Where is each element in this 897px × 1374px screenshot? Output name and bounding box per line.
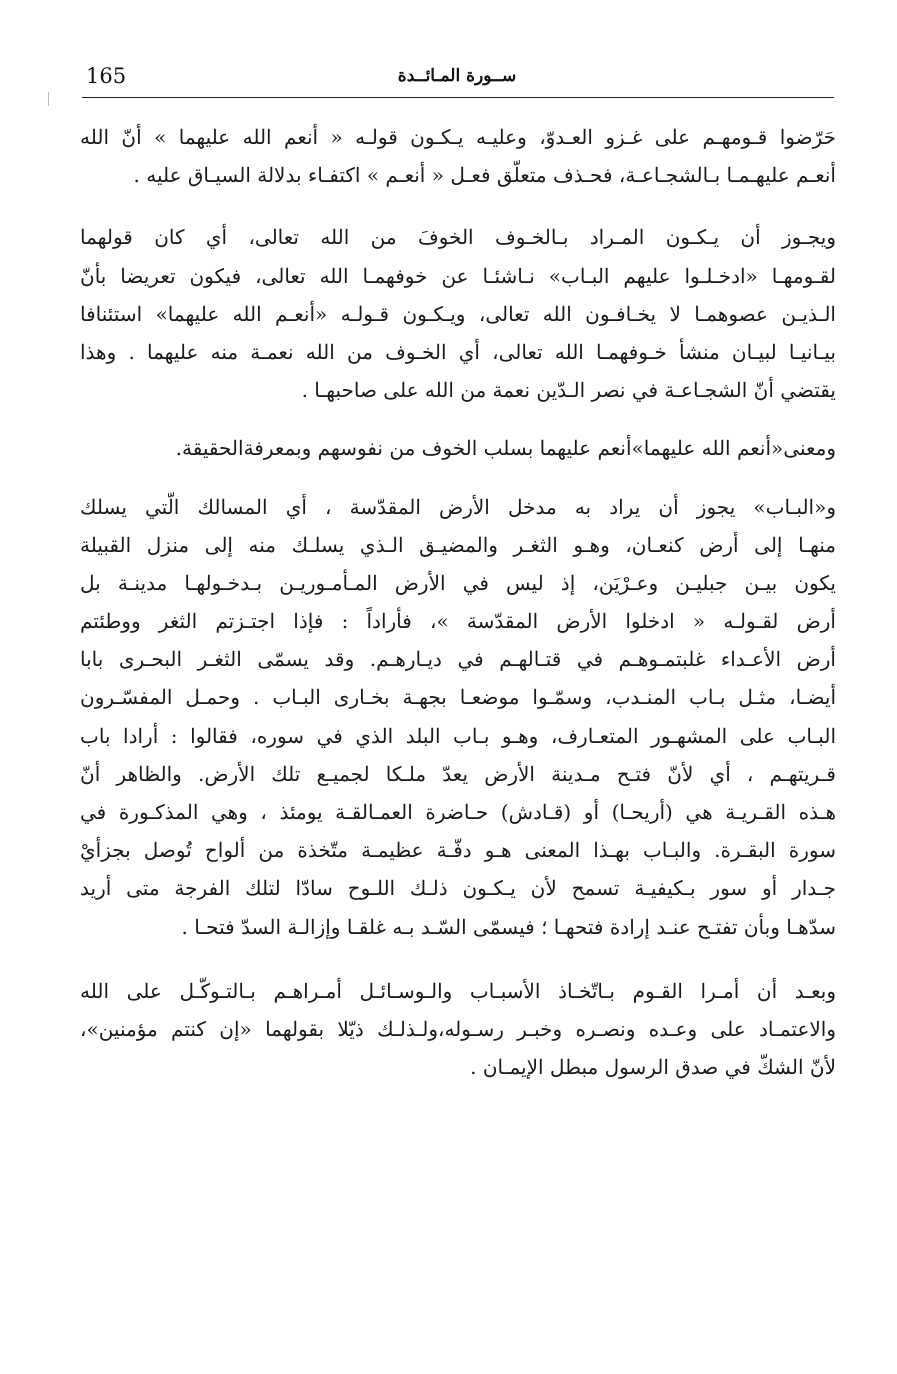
paragraph-4 xyxy=(80,488,836,946)
text-line: قـريتهـم ، أي لأنّ فتـح مـدينة الأرض يعدّ ملـكا لجميـع تلك الأرض. والظاهر أنّ xyxy=(80,761,836,786)
text-line: ويجـوز أن يـكـون المـراد بـالخـوف الخوفَ من الله تعالى، أي كان قولهما xyxy=(80,225,836,250)
text-line: هـذه القـريـة هي (أريحـا) أو (قـادش) حـاضرة العمـالقـة يومئذ ، وهي المذكـورة في xyxy=(80,800,836,824)
text-line: ومعنى«أنعم الله عليهما»أنعم عليهما بسلب الخوف من نفوسهم وبمعرفةالحقيقة. xyxy=(175,436,836,461)
page-number: 165 xyxy=(86,64,127,88)
text-line: وبعـد أن أمـرا القـوم بـاتّخـاذ الأسبـاب والـوسـائـل أمـراهـم بـالتـوكّـل على الله xyxy=(80,978,836,1003)
header-rule xyxy=(82,97,834,98)
text-line: أرض لقـولـه « ادخلوا الأرض المقدّسة »، فأراداً : فإذا اجتـزتم الثغر ووطئتم xyxy=(80,609,836,634)
text-line: حَرّضوا قـومهـم على غـزو العـدوّ، وعليـه يـكـون قولـه « أنعم الله عليهما » أنّ الله xyxy=(80,125,836,149)
text-line: منهـا إلى أرض كنعـان، وهـو الثغـر والمضيـق الـذي يسلـك منه إلى منزل القبيلة xyxy=(80,532,836,557)
text-line: لقـومهـا «ادخـلـوا عليهم البـاب» نـاشئـا عن خوفهمـا الله تعالى، فيكون تعريضا بأنّ xyxy=(80,263,836,288)
body-text xyxy=(80,118,836,1086)
text-line: الـذيـن عصوهمـا لا يخـافـون الله تعالى، ويـكـون قـولـه «أنعـم الله عليهما» استئنافا xyxy=(80,301,836,326)
text-line: بيـانيـا لبيـان منشأ خـوفهمـا الله تعالى، أي الخـوف من الله نعمـة منه عليهما . وهذا xyxy=(80,339,836,364)
text-line: سدّهـا وبأن تفتـح عنـد إرادة فتحهـا ؛ فيسمّى السّـد بـه غلقـا وإزالـة السدّ فتحـا . xyxy=(181,914,836,939)
page-header xyxy=(82,58,832,98)
text-line: سورة البقـرة. والبـاب بهـذا المعنى هـو دفّـة عظيمـة متّخذة من ألواح تُوصل بجزأيْ xyxy=(80,838,836,863)
text-line: أرض الأعـداء غلبتمـوهـم في قتـالهـم في ديـارهـم. وقد يسمّى الثغـر البحـرى بابا xyxy=(80,647,836,672)
text-line: أنعـم عليهـمـا بـالشجـاعـة، فحـذف متعلّق فعـل « أنعـم » اكتفـاء بدلالة السيـاق عليه . xyxy=(133,163,836,188)
text-line: جـدار أو سور بـكيفيـة تسمح لأن يـكـون ذلـك اللـوح سادّا لتلك الفرجة متى أريد xyxy=(80,876,836,901)
text-line: يقتضي أنّ الشجـاعـة في نصر الـدّين نعمة من الله على صاحبهـا . xyxy=(301,378,836,403)
paragraph-3 xyxy=(80,429,836,467)
text-line: البـاب على المشهـور المتعـارف، وهـو بـاب البلد الذي في سوره، فقالوا : أرادا باب xyxy=(80,723,836,748)
margin-mark xyxy=(48,92,49,106)
paragraph-5 xyxy=(80,972,836,1087)
paragraph-2 xyxy=(80,218,836,409)
text-line: و«البـاب» يجوز أن يراد به مدخل الأرض المقدّسة ، أي المسالك الّتي يسلك xyxy=(80,494,836,519)
paragraph-1 xyxy=(80,118,836,194)
text-line: يكون بيـن جبليـن وعـرْيَن، إذ ليس في الأرض المـأمـوريـن بـدخـولهـا مدينـة بل xyxy=(80,570,836,595)
running-title: ســورة المـائــدة xyxy=(397,66,517,86)
text-line: أيضـا، مثـل بـاب المنـدب، وسمّـوا موضعـا بجهـة بخـارى البـاب . وحمـل المفسّـرون xyxy=(80,685,836,710)
text-line: لأنّ الشكّ في صدق الرسول مبطل الإيمـان . xyxy=(470,1055,836,1080)
text-line: والاعتمـاد على وعـده ونصـره وخبـر رسـوله،ولـذلـك ذيّلا بقولهما «إن كنتم مؤمنين»، xyxy=(80,1016,836,1041)
